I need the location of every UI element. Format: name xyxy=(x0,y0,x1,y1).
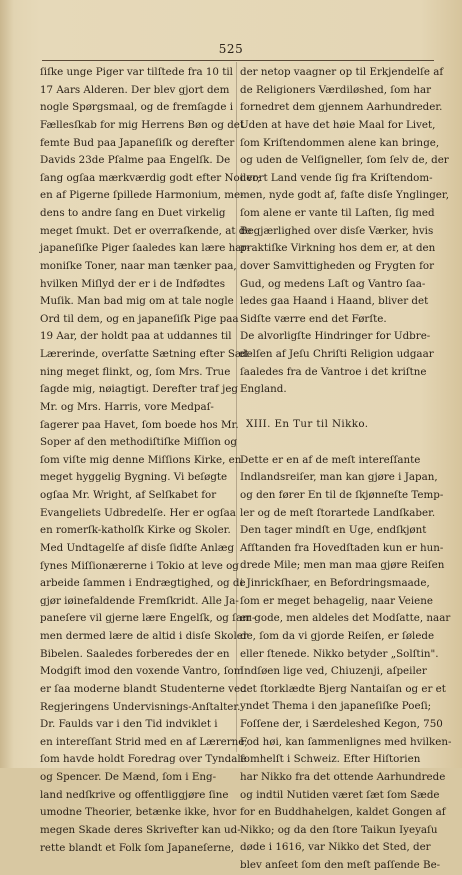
text-line: Fællesſkab for mig Herrens Bøn og det xyxy=(40,118,245,131)
text-line: drede Mile; men man maa gjøre Reiſen xyxy=(240,559,445,572)
text-line: men dermed lære de altid i disſe Skoler xyxy=(40,630,248,642)
text-line: meget ſmukt. Det er overraſkende, at de xyxy=(40,224,252,237)
text-line: paneſere vil gjerne lære Engelſk, og ſam- xyxy=(40,612,256,625)
text-line: Foſſene der, i Særdeleshed Kegon, 750 xyxy=(240,718,443,731)
text-line: ſiſke unge Piger var tilſtede fra 10 til xyxy=(40,66,233,78)
text-line: ſom viſte mig denne Miſſions Kirke, en xyxy=(40,453,242,466)
text-line: japaneſiſke Piger ſaaledes kan lære har- xyxy=(40,242,250,255)
column-gutter xyxy=(236,62,237,752)
text-line: Indlandsreiſer, man kan gjøre i Japan, xyxy=(240,471,438,484)
text-line: arbeide ſammen i Endrægtighed, og de xyxy=(40,577,246,590)
text-line: i vort Land vende ſig fra Kriſtendom- xyxy=(240,171,433,184)
text-line: for en Buddhahelgen, kaldet Gongen af xyxy=(240,806,446,819)
text-line: Evangeliets Udbredelſe. Her er ogſaa xyxy=(40,506,236,519)
text-line: nogle Spørgsmaal, og de fremſagde i xyxy=(40,101,234,114)
text-line: ledes gaa Haand i Haand, bliver det xyxy=(240,295,429,308)
text-line: Bibelen. Saaledes forberedes der en xyxy=(40,647,230,660)
text-line: umodne Theorier, betænke ikke, hvor xyxy=(40,806,237,819)
text-line: ſom er meget behagelig, naar Veiene xyxy=(240,594,433,607)
text-line: og indtil Nutiden været ſæt ſom Sæde xyxy=(240,788,440,801)
text-line: er gode, men aldeles det Modſatte, naar xyxy=(240,612,451,625)
text-line xyxy=(240,399,434,417)
text-line: England. xyxy=(240,383,287,396)
text-line: ogſaa Mr. Wright, af Selſkabet for xyxy=(40,489,217,501)
chapter-heading: XIII. En Tur til Nikko. xyxy=(246,418,369,431)
text-line: land nedſkrive og offentliggjøre ſine xyxy=(40,788,229,801)
text-line: Gud, og medens Laſt og Vantro ſaa- xyxy=(240,277,426,290)
text-line: Nikko; og da den ſtore Taikun Iyeyaſu xyxy=(240,823,438,836)
text-line: eller ſtenede. Nikko betyder „Solſtin". xyxy=(240,647,439,660)
text-line: har Nikko fra det ottende Aarhundrede xyxy=(240,770,446,783)
text-line xyxy=(240,434,434,452)
text-line: gjør iøinefaldende Fremſkridt. Alle Ja- xyxy=(40,594,239,607)
text-line: ſom Kriſtendommen alene kan bringe, xyxy=(240,136,440,149)
text-line: Modgift imod den voxende Vantro, ſom xyxy=(40,665,244,678)
text-line: og uden de Velſigneller, ſom ſelv de, der xyxy=(240,154,449,167)
text-line: og den fører En til de ſkjønneſte Temp- xyxy=(240,488,444,501)
text-line: Regjeringens Undervisnings-Anſtalter. xyxy=(40,700,241,713)
page-number: 525 xyxy=(218,42,244,56)
text-line: de Religioners Værdiløshed, ſom har xyxy=(240,83,432,96)
text-line: De alvorligſte Hindringer for Udbre- xyxy=(240,330,431,343)
text-line: Mr. og Mrs. Harris, vore Medpaſ- xyxy=(40,400,214,413)
left-column xyxy=(40,64,261,857)
text-line: Uden at have det høie Maal for Livet, xyxy=(240,118,436,131)
text-line: femte Bud paa Japaneſiſk og derefter xyxy=(40,136,235,149)
text-line: Lærerinde, overſatte Sætning efter Sæt- xyxy=(40,348,253,360)
text-line: megen Skade deres Skrivefter kan ud- xyxy=(40,823,241,836)
text-line: Davids 23de Pſalme paa Engelſk. De xyxy=(40,154,231,167)
text-line: ſaaledes fra de Vantroe i det kriſtne xyxy=(240,365,427,378)
text-line: ſom havde holdt Foredrag over Tyndale xyxy=(40,753,247,766)
text-line: Dette er en af de meſt intereſſante xyxy=(240,453,421,466)
text-line: de, ſom da vi gjorde Reiſen, er ſølede xyxy=(240,629,435,642)
text-line: ſagde mig, nøiagtigt. Derefter traf jeg xyxy=(40,383,239,396)
text-line: Indſøen lige ved, Chiuzenji, aſpeiler xyxy=(240,665,427,678)
text-line: i Jinrickſhaer, en Befordringsmaade, xyxy=(240,577,430,590)
text-line: en af Pigerne ſpillede Harmonium, me- xyxy=(40,189,244,202)
text-line: fornedret dem gjennem Aarhundreder. xyxy=(240,101,443,114)
text-line: en intereſſant Strid med en af Lærerne, xyxy=(40,735,248,748)
text-line: Begjærlighed over disſe Værker, hvis xyxy=(240,224,434,237)
text-line: Den tager mindſt en Uge, endſkjønt xyxy=(240,524,427,537)
text-line: praktiſke Virkning hos dem er, at den xyxy=(240,242,436,255)
text-line: men, nyde godt af, faſte disſe Ynglinger, xyxy=(240,189,449,202)
text-line: Sidſte værre end det Førſte. xyxy=(240,312,387,325)
text-line: Soper af den methodiſtiſke Miſſion og xyxy=(40,436,237,449)
text-line: meget hyggelig Bygning. Vi beſøgte xyxy=(40,471,228,484)
text-line: der netop vaagner op til Erkjendelſe af xyxy=(240,66,444,78)
text-line: blev anſeet ſom den meſt paſſende Be- xyxy=(240,859,441,872)
text-line: ſom alene er vante til Laſten, ſig med xyxy=(240,207,435,219)
header-rule xyxy=(42,60,434,61)
text-line: døde i 1616, var Nikko det Sted, der xyxy=(240,841,431,854)
text-line: yndet Thema i den japaneſiſke Poeſi; xyxy=(240,700,432,713)
text-line: Dr. Faulds var i den Tid indviklet i xyxy=(40,718,218,731)
text-line: 19 Aar, der holdt paa at uddannes til xyxy=(40,330,232,343)
text-line: rette blandt et Folk ſom Japaneſerne, xyxy=(40,841,235,854)
text-line: moniſke Toner, naar man tænker paa, xyxy=(40,259,237,272)
text-line: det ſtorklædte Bjerg Nantaiſan og er et xyxy=(240,682,446,695)
text-line: Fod høi, kan ſammenlignes med hvilken- xyxy=(240,735,452,748)
text-line: ſagerer paa Havet, ſom boede hos Mr. xyxy=(40,418,239,431)
text-line: Muſik. Man bad mig om at tale nogle xyxy=(40,295,234,308)
text-line: 17 Aars Alderen. Der blev gjort dem xyxy=(40,83,230,96)
text-line: ſang ogſaa mærkværdig godt efter Noder; xyxy=(40,171,261,184)
text-line: ſynes Miſſionærerne i Tokio at leve og xyxy=(40,559,239,572)
text-line: Med Undtagelſe af disſe ſidſte Anlæg xyxy=(40,541,235,554)
text-line: hvilken Miſlyd der er i de Indfødtes xyxy=(40,277,225,290)
text-line: ſomhelſt i Schweiz. Efter Hiſtorien xyxy=(240,753,421,766)
text-line: dens to andre ſang en Duet virkelig xyxy=(40,207,226,219)
right-column xyxy=(240,64,452,875)
text-line: ler og de meſt ſtorartede Landſkaber. xyxy=(240,506,436,519)
text-line: og Spencer. De Mænd, ſom i Eng- xyxy=(40,771,217,783)
text-line: en romerſk-katholſk Kirke og Skoler. xyxy=(40,524,231,537)
text-line: er ſaa moderne blandt Studenterne ved xyxy=(40,682,247,695)
text-line: dover Samvittigheden og Frygten for xyxy=(240,259,435,272)
text-line: ning meget flinkt, og, ſom Mrs. True xyxy=(40,365,231,378)
text-line: Ord til dem, og en japaneſiſk Pige paa xyxy=(40,312,239,325)
text-line: delſen af Jeſu Chriſti Religion udgaar xyxy=(240,348,434,360)
text-line: Afſtanden fra Hovedſtaden kun er hun- xyxy=(240,541,444,554)
